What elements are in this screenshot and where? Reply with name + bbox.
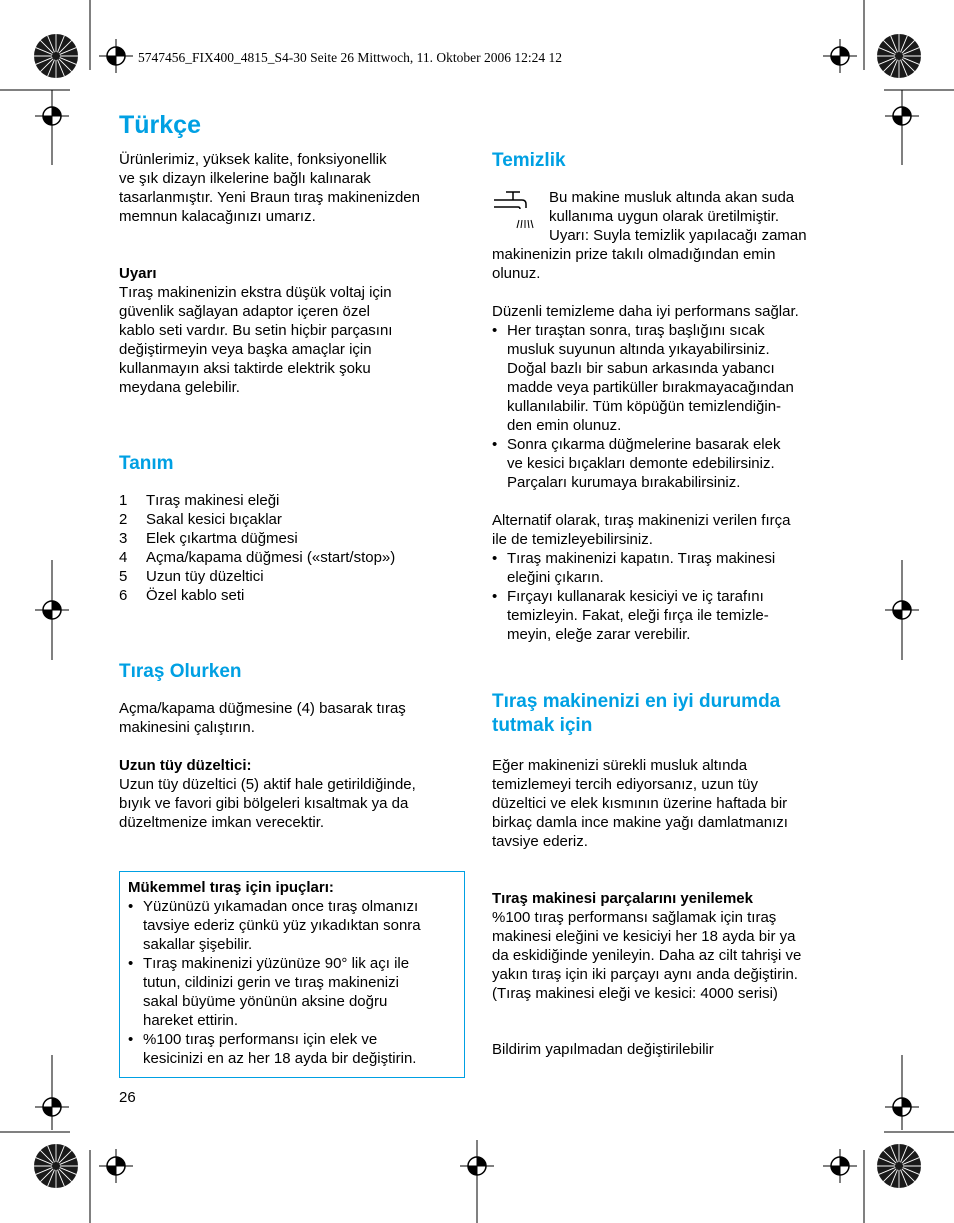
registration-star-icon xyxy=(877,34,921,78)
registration-star-icon xyxy=(34,1144,78,1188)
tips-heading: Mükemmel tıraş için ipuçları: xyxy=(128,879,334,896)
page-number: 26 xyxy=(119,1089,136,1106)
tips-box xyxy=(119,871,465,1078)
list-item: • Sonra çıkarma düğmelerine basarak elek ve kesici bıçakları demonte edebilirsiniz. Parçaları kurumaya bırakabilirsiniz. xyxy=(492,435,837,492)
page-title: Türkçe xyxy=(119,111,201,139)
crosshair-icon xyxy=(823,39,857,73)
list-item: 4 Açma/kapama düğmesi («start/stop») xyxy=(119,549,396,566)
list-item: • Yüzünüzü yıkamadan once tıraş olmanızı tavsiye ederiz çünkü yüz yıkadıktan sonra sakallar şişebilir. xyxy=(128,897,456,954)
list-item: • Tıraş makinenizi kapatın. Tıraş makinesi eleğini çıkarın. xyxy=(492,549,837,587)
parts-list xyxy=(119,491,464,605)
list-item: 6 Özel kablo seti xyxy=(119,587,245,604)
list-item: 1 Tıraş makinesi eleği xyxy=(119,492,280,509)
warning-section: Uyarı Tıraş makinenizin ekstra düşük voltaj için güvenlik sağlayan adaptor içeren özel kablo seti vardır. Bu setin hiçbir parçasını değiştirmeyin veya başka amaçlar için kullanmayın aksi taktirde elektrik şoku meydana gelebilir. xyxy=(119,264,464,397)
trimmer-heading: Uzun tüy düzeltici: xyxy=(119,757,252,774)
faucet-icon xyxy=(492,190,538,232)
list-item: • Tıraş makinenizi yüzünüze 90° lik açı ile tutun, cildinizi gerin ve tıraş makinenizi sakal büyüme yönünün aksine doğru hareket ettirin. xyxy=(128,954,456,1030)
shaving-heading: Tıraş Olurken xyxy=(119,661,242,682)
list-item: • %100 tıraş performansı için elek ve kesicinizi en az her 18 ayda bir değiştirin. xyxy=(128,1030,456,1068)
print-header: 5747456_FIX400_4815_S4-30 Seite 26 Mittwoch, 11. Oktober 2006 12:24 12 xyxy=(138,50,562,65)
list-item: • Fırçayı kullanarak kesiciyi ve iç tarafını temizleyin. Fakat, eleği fırça ile temizle- meyin, eleğe zarar verebilir. xyxy=(492,587,837,644)
list-item: 3 Elek çıkartma düğmesi xyxy=(119,530,298,547)
shaving-text: Açma/kapama düğmesine (4) basarak tıraş makinesini çalıştırın. xyxy=(119,700,406,736)
crosshair-icon xyxy=(99,39,133,73)
intro-paragraph: Ürünlerimiz, yüksek kalite, fonksiyonellik ve şık dizayn ilkelerine bağlı kalınarak tasarlanmıştır. Yeni Braun tıraş makinenizden memnun kalacağınızı umarız. xyxy=(119,151,420,225)
list-item: 2 Sakal kesici bıçaklar xyxy=(119,511,282,528)
crosshair-icon xyxy=(823,1149,857,1183)
description-heading: Tanım xyxy=(119,453,174,474)
list-item: 5 Uzun tüy düzeltici xyxy=(119,568,264,585)
cleaning-icon-text: Bu makine musluk altında akan suda kullanıma uygun olarak üretilmiştir. Uyarı: Suyla temizlik yapılacağı zaman xyxy=(549,189,807,244)
cleaning-text: makinenizin prize takılı olmadığından emin olunuz. Düzenli temizleme daha iyi performans sağlar. • Her tıraştan sonra, tıraş başlığını sıcak musluk suyunun altında yıkayabilirsiniz. Doğal bazlı bir sabun arkasında yabancı madde veya partiküller bırakmayacağından kullanılabilir. Tüm köpüğün temizlendiğin- den emin olunuz. • Sonra çıkarma düğmelerine basarak elek ve kesici bıçakları demonte edebilirsiniz. Parçaları kurumaya bırakabilirsiniz. Alternatif olarak, tıraş makinenizi verilen fırça ile de temizleyebilirsiniz. • Tıraş makinenizi kapatın. Tıraş makinesi eleğini çıkarın. • Fırçayı kullanarak kesiciyi ve iç tarafını temizleyin. Fakat, eleği fırça ile temizle- meyin, eleğe zarar verebilir. xyxy=(492,245,837,644)
notice-text: Bildirim yapılmadan değiştirilebilir xyxy=(492,1041,714,1058)
cleaning-heading: Temizlik xyxy=(492,150,566,171)
replace-heading: Tıraş makinesi parçalarını yenilemek xyxy=(492,890,753,907)
list-item: • Her tıraştan sonra, tıraş başlığını sıcak musluk suyunun altında yıkayabilirsiniz. Doğal bazlı bir sabun arkasında yabancı madde veya partiküller bırakmayacağından kullanılabilir. Tüm köpüğün temizlendiğin- den emin olunuz. xyxy=(492,321,837,435)
maintenance-text: Eğer makinenizi sürekli musluk altında temizlemeyi tercih ediyorsanız, uzun tüy düzeltici ve elek kısmının üzerine haftada bir birkaç damla ince makine yağı damlatmanızı tavsiye ederiz. xyxy=(492,757,788,850)
registration-star-icon xyxy=(34,34,78,78)
maintenance-heading: Tıraş makinenizi en iyi durumda tutmak için xyxy=(492,691,781,736)
registration-star-icon xyxy=(877,1144,921,1188)
replace-section: Tıraş makinesi parçalarını yenilemek %100 tıraş performansı sağlamak için tıraş makinesi eleğini ve kesiciyi her 18 ayda bir ya da eskidiğinde yenileyin. Daha az cilt tahrişi ve yakın tıraş için iki parçayı aynı anda değiştirin. (Tıraş makinesi eleği ve kesici: 4000 serisi) xyxy=(492,889,862,1003)
trimmer-section: Uzun tüy düzeltici: Uzun tüy düzeltici (5) aktif hale getirildiğinde, bıyık ve favori gibi bölgeleri kısaltmak ya da düzeltmenize imkan verecektir. xyxy=(119,756,464,832)
warning-heading: Uyarı xyxy=(119,265,157,282)
crosshair-icon xyxy=(99,1149,133,1183)
